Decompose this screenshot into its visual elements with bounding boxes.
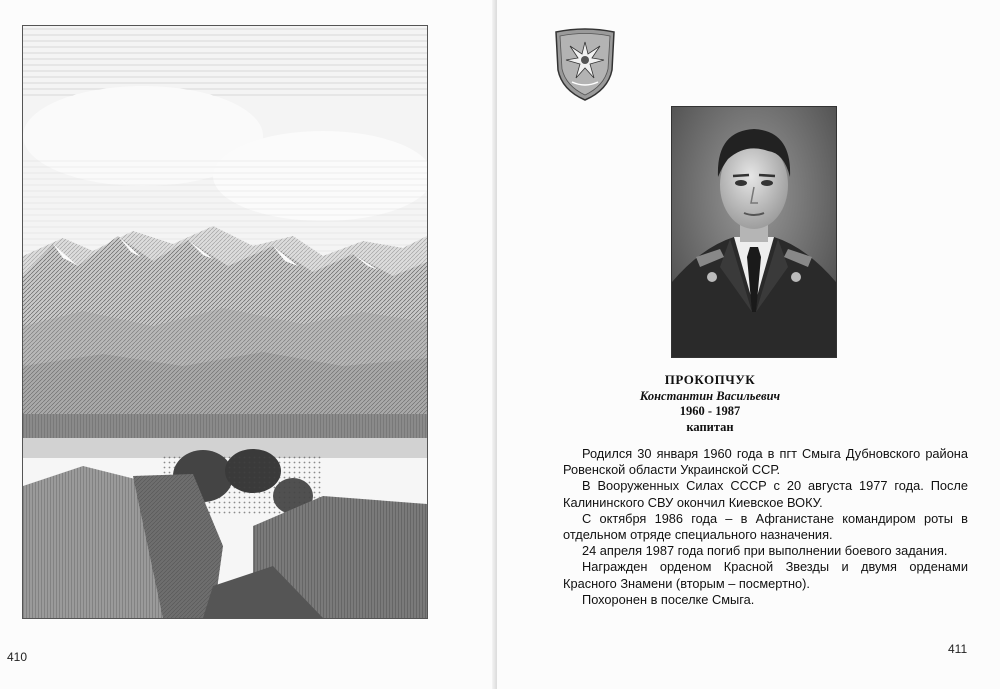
person-given-names: Константин Васильевич [639, 389, 781, 403]
left-page [0, 0, 497, 689]
bio-paragraph: 24 апреля 1987 года погиб при выполнении боевого задания. [582, 543, 948, 559]
bio-paragraph: Похоронен в поселке Смыга. [582, 591, 755, 607]
bio-paragraph: С октября 1986 года – в Афганистане командиром роты в отдельном отряде специального назначения. [563, 510, 968, 543]
person-surname: ПРОКОПЧУК [664, 372, 756, 387]
person-years: 1960 - 1987 [679, 404, 741, 418]
mountain-landscape-illustration [22, 25, 428, 619]
bio-paragraph: В Вооруженных Силах СССР с 20 августа 1977 года. После Калининского СВУ окончил Киевское ВОКУ. [563, 478, 968, 510]
portrait-photo [671, 106, 837, 358]
bio-paragraph: Родился 30 января 1960 года в пгт Смыга Дубновского района Ровенской области Украинской ССР. [563, 446, 968, 478]
page-number: 411 [948, 642, 968, 656]
landscape-drawing [23, 26, 427, 618]
spetsnaz-shield-emblem [552, 26, 618, 102]
person-rank: капитан [686, 420, 734, 434]
biography-text [563, 446, 968, 608]
person-caption [585, 371, 835, 435]
page-number: 410 [7, 650, 28, 664]
bio-paragraph: Награжден орденом Красной Звезды и двумя орденами Красного Знамени (вторым – посмертно). [563, 559, 968, 591]
